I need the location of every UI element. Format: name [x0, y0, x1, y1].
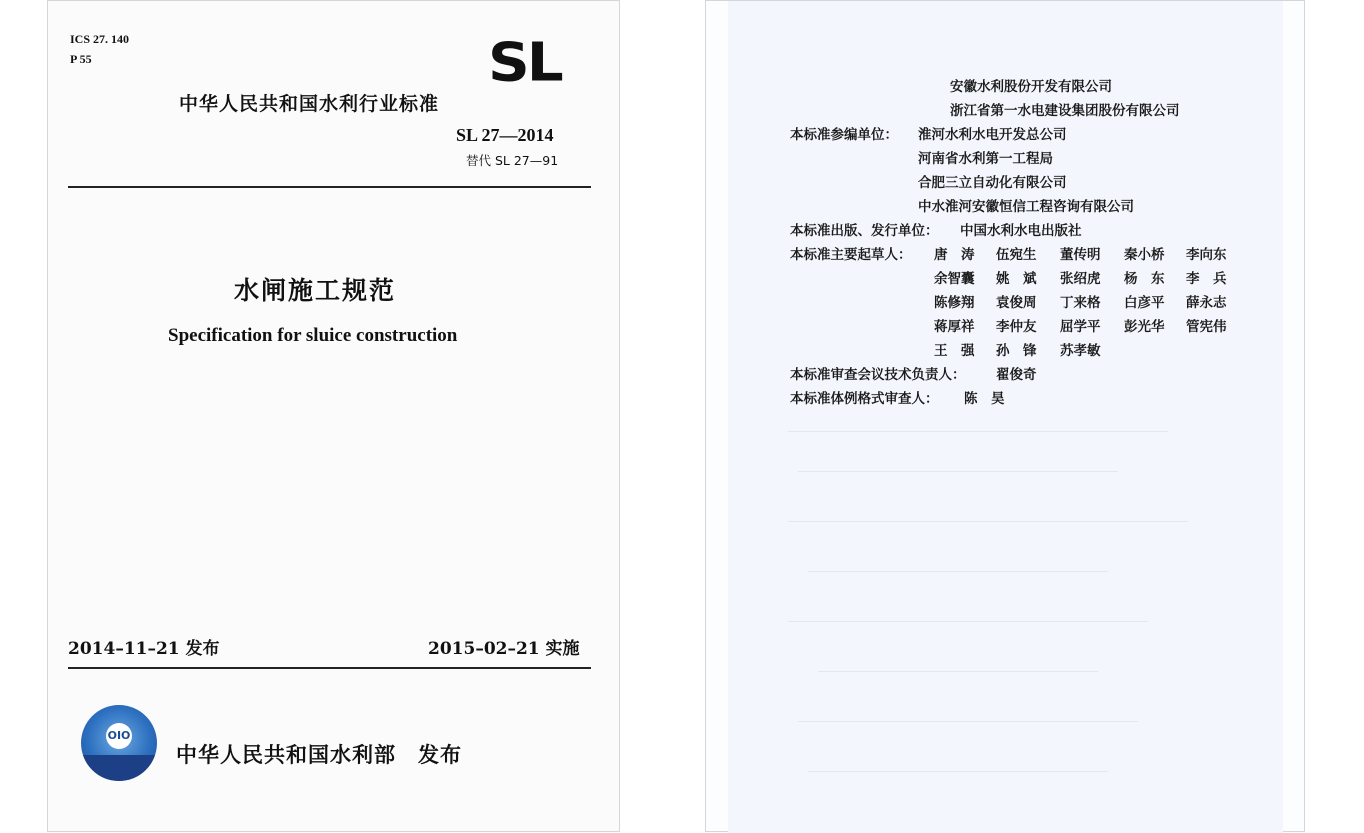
drafters-label: 本标准主要起草人：: [790, 247, 912, 263]
participating-unit: 中水淮河安徽恒信工程咨询有限公司: [918, 199, 1134, 215]
drafter-name: 伍宛生: [996, 247, 1037, 263]
drafter-name: 屈学平: [1060, 319, 1101, 335]
header-rule: [68, 186, 591, 188]
emblem-core: OIO: [106, 723, 132, 749]
publisher: 中华人民共和国水利部 发布: [176, 743, 462, 767]
format-person: 陈 昊: [964, 391, 1005, 407]
drafter-name: 管宪伟: [1186, 319, 1227, 335]
show-through-line: [798, 471, 1118, 472]
drafter-name: 姚 斌: [996, 271, 1037, 287]
show-through-line: [788, 521, 1188, 522]
standard-number: SL 27—2014: [456, 125, 554, 145]
editor-unit: 安徽水利股份开发有限公司: [950, 79, 1112, 95]
review-person: 翟俊奇: [996, 367, 1037, 383]
drafter-name: 李仲友: [996, 319, 1037, 335]
drafter-name: 秦小桥: [1124, 247, 1165, 263]
drafter-name: 袁俊周: [996, 295, 1037, 311]
drafter-name: 余智囊: [934, 271, 975, 287]
drafter-name: 杨 东: [1124, 271, 1165, 287]
show-through-line: [808, 771, 1108, 772]
p-code: P 55: [70, 52, 92, 66]
show-through-line: [788, 621, 1148, 622]
issue-date: 2014–11–21 发布: [68, 639, 220, 659]
show-through-line: [818, 671, 1098, 672]
standard-category: 中华人民共和国水利行业标准: [179, 93, 440, 115]
format-label: 本标准体例格式审查人：: [790, 391, 939, 407]
emblem-band: [81, 755, 157, 781]
participating-unit: 河南省水利第一工程局: [918, 151, 1053, 167]
drafter-name: 彭光华: [1124, 319, 1165, 335]
show-through-line: [788, 431, 1168, 432]
drafter-name: 丁来格: [1060, 295, 1101, 311]
ics-code: ICS 27. 140: [70, 32, 130, 46]
show-through-line: [798, 721, 1138, 722]
drafter-name: 孙 锋: [996, 343, 1037, 359]
drafter-name: 王 强: [934, 343, 975, 359]
title-english: Specification for sluice construction: [168, 325, 458, 346]
drafter-name: 唐 涛: [934, 247, 975, 263]
title-chinese: 水闸施工规范: [234, 276, 397, 305]
publisher-label: 本标准出版、发行单位：: [790, 223, 939, 239]
effective-date: 2015–02–21 实施: [428, 639, 580, 659]
anti-counterfeit-emblem: [81, 705, 157, 781]
drafter-name: 李向东: [1186, 247, 1227, 263]
footer-rule: [68, 667, 591, 669]
drafter-name: 董传明: [1060, 247, 1101, 263]
sl-logo: SL: [488, 30, 561, 94]
show-through-line: [808, 571, 1108, 572]
drafter-name: 白彦平: [1124, 295, 1165, 311]
drafter-name: 陈修翔: [934, 295, 975, 311]
drafter-name: 李 兵: [1186, 271, 1227, 287]
review-label: 本标准审查会议技术负责人：: [790, 367, 966, 383]
editor-unit: 浙江省第一水电建设集团股份有限公司: [950, 103, 1180, 119]
publisher-name: 中国水利水电出版社: [960, 223, 1082, 239]
participating-unit: 淮河水利水电开发总公司: [918, 127, 1067, 143]
participating-label: 本标准参编单位：: [790, 127, 898, 143]
drafter-name: 张绍虎: [1060, 271, 1101, 287]
drafter-name: 蒋厚祥: [934, 319, 975, 335]
credits-page: [705, 0, 1305, 832]
participating-unit: 合肥三立自动化有限公司: [918, 175, 1067, 191]
drafter-name: 薛永志: [1186, 295, 1227, 311]
replaces-note: 替代 SL 27—91: [466, 153, 559, 168]
drafter-name: 苏孝敏: [1060, 343, 1101, 359]
